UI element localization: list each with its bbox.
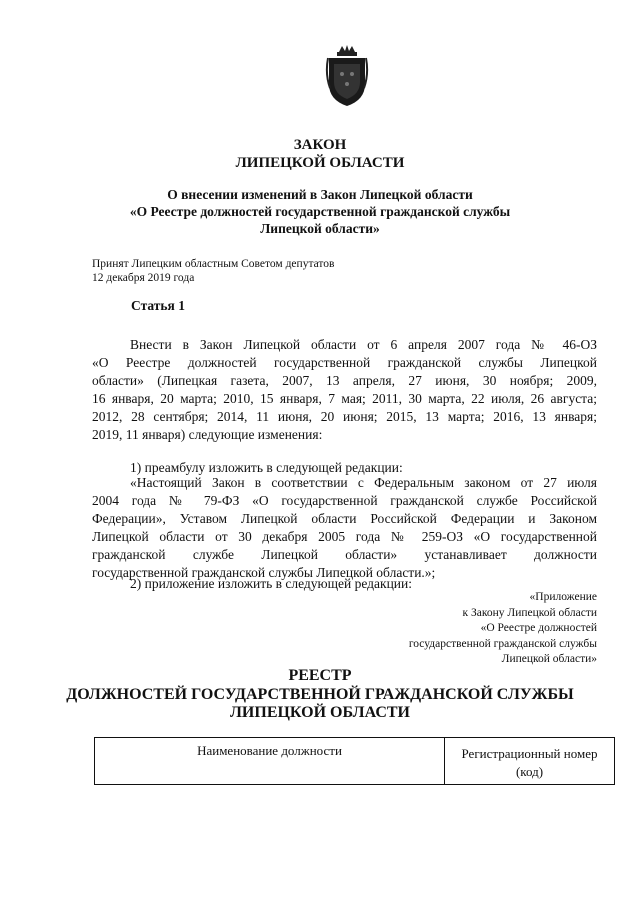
column-header-code (445, 738, 614, 784)
paragraph-line: области» (Липецкая газета, 2007, 13 апреля, 27 июня, 30 ноября; 2009, (92, 373, 597, 388)
registry-table (94, 737, 615, 785)
main-paragraph (92, 336, 597, 444)
quote-line: гражданской службе Липецкой области» устанавливает должности (92, 547, 597, 562)
quote-line: «Настоящий Закон в соответствии с Федеральным законом от 27 июля (130, 475, 597, 490)
column-header-name (95, 738, 445, 784)
appendix-line: к Закону Липецкой области (462, 606, 597, 619)
law-heading: ЗАКОН (293, 137, 347, 153)
subject-line-2: «О Реестре должностей государственной гражданской службы (129, 204, 511, 219)
registry-title-2: ДОЛЖНОСТЕЙ ГОСУДАРСТВЕННОЙ ГРАЖДАНСКОЙ СЛУЖБЫ (66, 686, 574, 703)
paragraph-line: Внести в Закон Липецкой области от 6 апреля 2007 года № 46-ОЗ (130, 337, 597, 352)
preamble-quote (92, 474, 597, 582)
appendix-line: Липецкой области» (501, 653, 597, 665)
subject-line-3: Липецкой области» (260, 221, 380, 236)
column-header-code-line-2: (код) (515, 764, 544, 779)
appendix-line: «О Реестре должностей (480, 622, 597, 634)
region-heading: ЛИПЕЦКОЙ ОБЛАСТИ (235, 155, 405, 171)
paragraph-line: 16 января, 20 марта; 2010, 15 января, 7 мая; 2011, 30 марта, 22 июля, 26 августа; (92, 391, 597, 406)
paragraph-line: 2012, 28 сентября; 2014, 11 июня, 20 июня; 2015, 13 марта; 2016, 13 января; (92, 409, 597, 424)
article-heading: Статья 1 (131, 298, 185, 313)
item-2-text: 2) приложение изложить в следующей редакции: (130, 576, 413, 591)
subject-line-1: О внесении изменений в Закон Липецкой области (167, 187, 473, 202)
registry-title-3: ЛИПЕЦКОЙ ОБЛАСТИ (230, 704, 410, 721)
column-header-code-line-1: Регистрационный номер (461, 746, 598, 761)
registry-title-1: РЕЕСТР (288, 667, 352, 684)
appendix-line: «Приложение (529, 591, 597, 603)
item-1-text: 1) преамбулу изложить в следующей редакции: (130, 460, 403, 475)
quote-line: Федерации», Уставом Липецкой области Российской Федерации и Законом (92, 511, 597, 526)
appendix-line: государственной гражданской службы (408, 637, 597, 650)
quote-line: государственной гражданской службы Липецкой области.»; (92, 565, 436, 580)
column-header-name-text: Наименование должности (197, 743, 342, 758)
adoption-line-2: 12 декабря 2019 года (92, 272, 195, 284)
coat-of-arms-icon (325, 44, 369, 108)
adoption-info (92, 257, 512, 285)
appendix-note (409, 590, 597, 668)
quote-line: Липецкой области от 30 декабря 2005 года № 259-ОЗ «О государственной (92, 529, 597, 544)
paragraph-line: 2019, 11 января) следующие изменения: (92, 427, 323, 442)
adoption-line-1: Принят Липецким областным Советом депутатов (92, 258, 335, 270)
paragraph-line: «О Реестре должностей государственной гражданской службы Липецкой (92, 355, 597, 370)
quote-line: 2004 года № 79-ФЗ «О государственной гражданской службе Российской (92, 493, 597, 508)
